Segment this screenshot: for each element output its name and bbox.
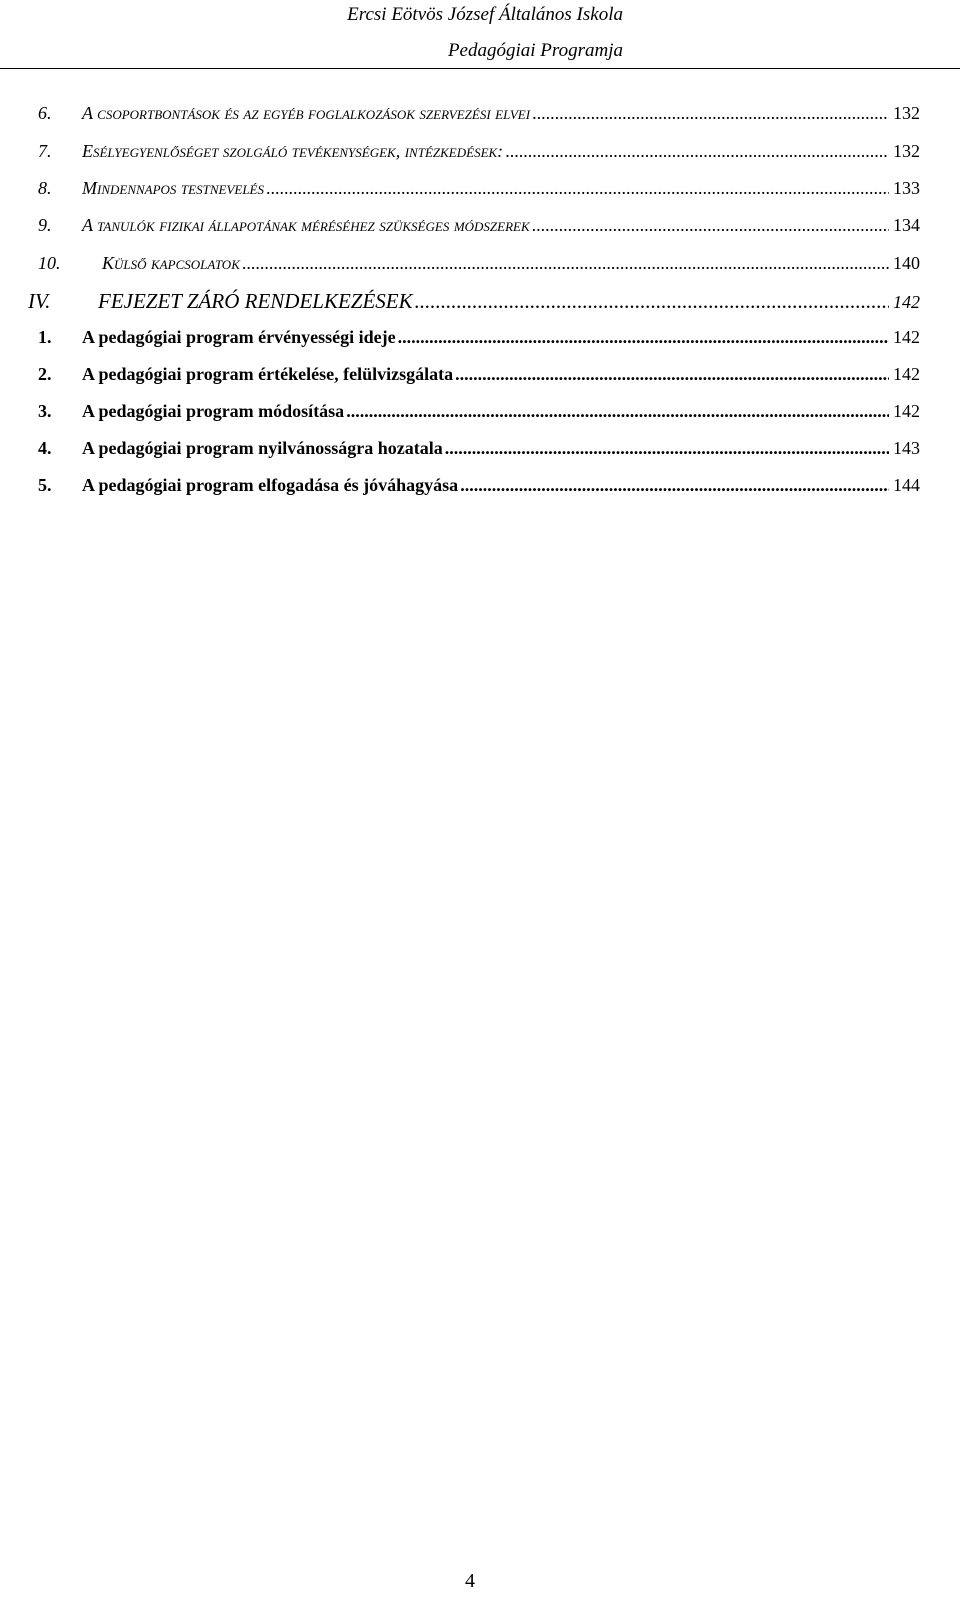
toc-entry-page: 132 <box>893 141 920 161</box>
toc-entry-page: 142 <box>893 401 920 421</box>
toc-entry-title: A pedagógiai program módosítása <box>82 401 345 421</box>
toc-entry-title: Esélyegyenlőséget szolgáló tevékenységek, intézkedések: <box>82 141 504 161</box>
toc-entry-title: A pedagógiai program nyilvánosságra hozatala <box>82 438 443 458</box>
header-document-title: Pedagógiai Programja <box>447 40 623 61</box>
toc-entry[interactable] <box>38 438 920 464</box>
toc-entry-title: A pedagógiai program értékelése, felülvizsgálata <box>82 364 454 384</box>
toc-entry[interactable] <box>38 401 920 427</box>
toc-entry-number: 4. <box>38 438 52 458</box>
toc-dot-leader <box>445 438 889 459</box>
header-divider <box>0 68 960 69</box>
toc-entry-number: 9. <box>38 215 52 235</box>
toc-entry-number: 8. <box>38 178 52 198</box>
toc-entry-page: 142 <box>893 292 920 312</box>
toc-entry[interactable] <box>38 103 920 129</box>
page-number: 4 <box>465 1570 475 1592</box>
toc-dot-leader <box>532 215 889 236</box>
toc-entry-page: 143 <box>893 438 920 458</box>
toc-entry-page: 140 <box>893 253 920 273</box>
toc-dot-leader <box>505 141 889 162</box>
toc-entry-number: 7. <box>38 141 52 161</box>
page-header <box>0 0 960 68</box>
toc-entry-number: 3. <box>38 401 52 421</box>
toc-entry-title: Mindennapos testnevelés <box>82 178 265 198</box>
header-school-name: Ercsi Eötvös József Általános Iskola <box>347 4 623 25</box>
toc-entry-title: A pedagógiai program elfogadása és jóváhagyása <box>82 475 459 495</box>
toc-entry-number: 6. <box>38 103 52 123</box>
toc-entry[interactable] <box>38 178 920 204</box>
toc-entry-page: 132 <box>893 103 920 123</box>
toc-entry-number: 1. <box>38 327 52 347</box>
toc-entry[interactable] <box>38 475 920 501</box>
toc-dot-leader <box>415 289 889 314</box>
toc-entry-number: IV. <box>28 289 51 313</box>
toc-entry-title: A tanulók fizikai állapotának méréséhez szükséges módszerek <box>82 215 530 235</box>
toc-dot-leader <box>346 401 889 422</box>
toc-entry[interactable] <box>38 327 920 353</box>
toc-entry-page: 142 <box>893 327 920 347</box>
toc-dot-leader <box>398 327 889 348</box>
toc-entry-title: A csoportbontások és az egyéb foglalkozások szervezési elvei <box>82 103 531 123</box>
toc-dot-leader <box>532 103 889 124</box>
toc-entry-number: 5. <box>38 475 52 495</box>
toc-entry[interactable] <box>38 364 920 390</box>
toc-entry[interactable] <box>38 141 920 167</box>
toc-chapter-entry[interactable] <box>28 289 920 315</box>
toc-entry-number: 2. <box>38 364 52 384</box>
toc-dot-leader <box>460 475 889 496</box>
toc-entry-title: A pedagógiai program érvényességi ideje <box>82 327 396 347</box>
toc-dot-leader <box>242 253 889 274</box>
toc-entry-page: 134 <box>893 215 920 235</box>
toc-entry-title: FEJEZET ZÁRÓ RENDELKEZÉSEK <box>98 289 413 313</box>
toc-entry-page: 144 <box>893 475 920 495</box>
toc-entry-page: 142 <box>893 364 920 384</box>
toc-entry[interactable] <box>38 253 920 279</box>
toc-entry-page: 133 <box>893 178 920 198</box>
toc-entry-title: Külső kapcsolatok <box>102 253 240 273</box>
toc-dot-leader <box>266 178 889 199</box>
toc-dot-leader <box>455 364 889 385</box>
toc-entry-number: 10. <box>38 253 61 273</box>
toc-entry[interactable] <box>38 215 920 241</box>
